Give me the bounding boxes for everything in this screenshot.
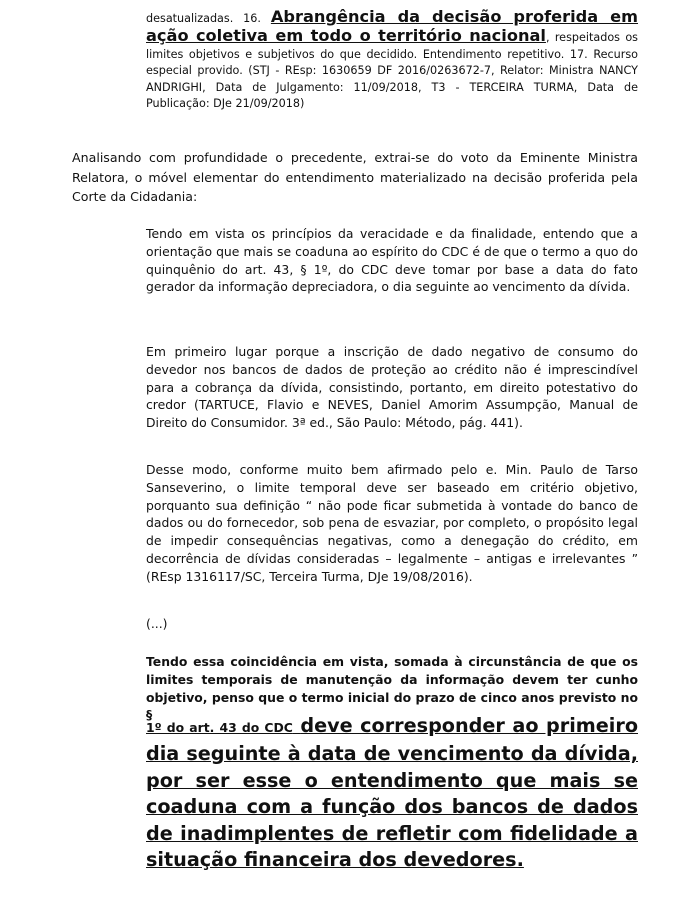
conclusion-lead: 1º do art. 43 do CDC (146, 720, 293, 735)
conclusion-highlight (146, 713, 638, 873)
top-quote-citation (146, 8, 638, 112)
quote-paragraph-2: Em primeiro lugar porque a inscrição de dado negativo de consumo do devedor nos bancos de dados de proteção ao crédito não é imprescindível para a cobrança da dívida, consistindo, portanto, em direito potestativo do credor (TARTUCE, Flavio e NEVES, Daniel Amorim Assumpção, Manual de Direito do Consumidor. 3ª ed., São Paulo: Método, pág. 441). (146, 344, 638, 431)
quote-paragraph-3: Desse modo, conforme muito bem afirmado pelo e. Min. Paulo de Tarso Sanseverino, o limite temporal deve ser baseado em critério objetivo, porquanto sua definição “ não pode ficar submetida à vontade do banco de dados ou do fornecedor, sob pena de esvaziar, por completo, o propósito legal de impedir consequências negativas, como a denegação do crédito, em decorrência de dívidas consideradas – legalmente – antigas e irrelevantes ” (REsp 1316117/SC, Terceira Turma, DJe 19/08/2016). (146, 462, 638, 584)
top-quote-highlight: Abrangência da decisão proferida em ação coletiva em todo o território nacional (146, 7, 639, 46)
top-quote-pre: desatualizadas. 16. (146, 12, 261, 25)
analysis-paragraph: Analisando com profundidade o precedente, extrai-se do voto da Eminente Ministra Relatora, o móvel elementar do entendimento materializado na decisão proferida pela Corte da Cidadania: (72, 150, 638, 205)
conclusion-highlight-text: deve corresponder ao primeiro dia seguinte à data de vencimento da dívida, por ser esse o entendimento que mais se coaduna com a função dos bancos de dados de inadimplentes de refletir com fidelidade a situação financeira dos devedores. (146, 714, 638, 872)
bold-paragraph: Tendo essa coincidência em vista, somada à circunstância de que os limites temporais de manutenção da informação devem ter cunho objetivo, penso que o termo inicial do prazo de cinco anos previsto no § (146, 654, 638, 723)
ellipsis-paragraph: (...) (146, 616, 168, 631)
quote-paragraph-1: Tendo em vista os princípios da veracidade e da finalidade, entendo que a orientação que mais se coaduna ao espírito do CDC é de que o termo a quo do quinquênio do art. 43, § 1º, do CDC deve tomar por base a data do fato gerador da informação depreciadora, o dia seguinte ao vencimento da dívida. (146, 226, 638, 295)
top-quote-post: , respeitados os limites objetivos e subjetivos do que decidido. Entendimento repetitivo. 17. Recurso especial provido. (STJ - REsp: 1630659 DF 2016/0263672-7, Relator: Ministra NANCY ANDRIGHI, Data de Julgamento: 11/09/2018, T3 - TERCEIRA TURMA, Data de Publicação: DJe 21/09/2018) (146, 31, 638, 111)
